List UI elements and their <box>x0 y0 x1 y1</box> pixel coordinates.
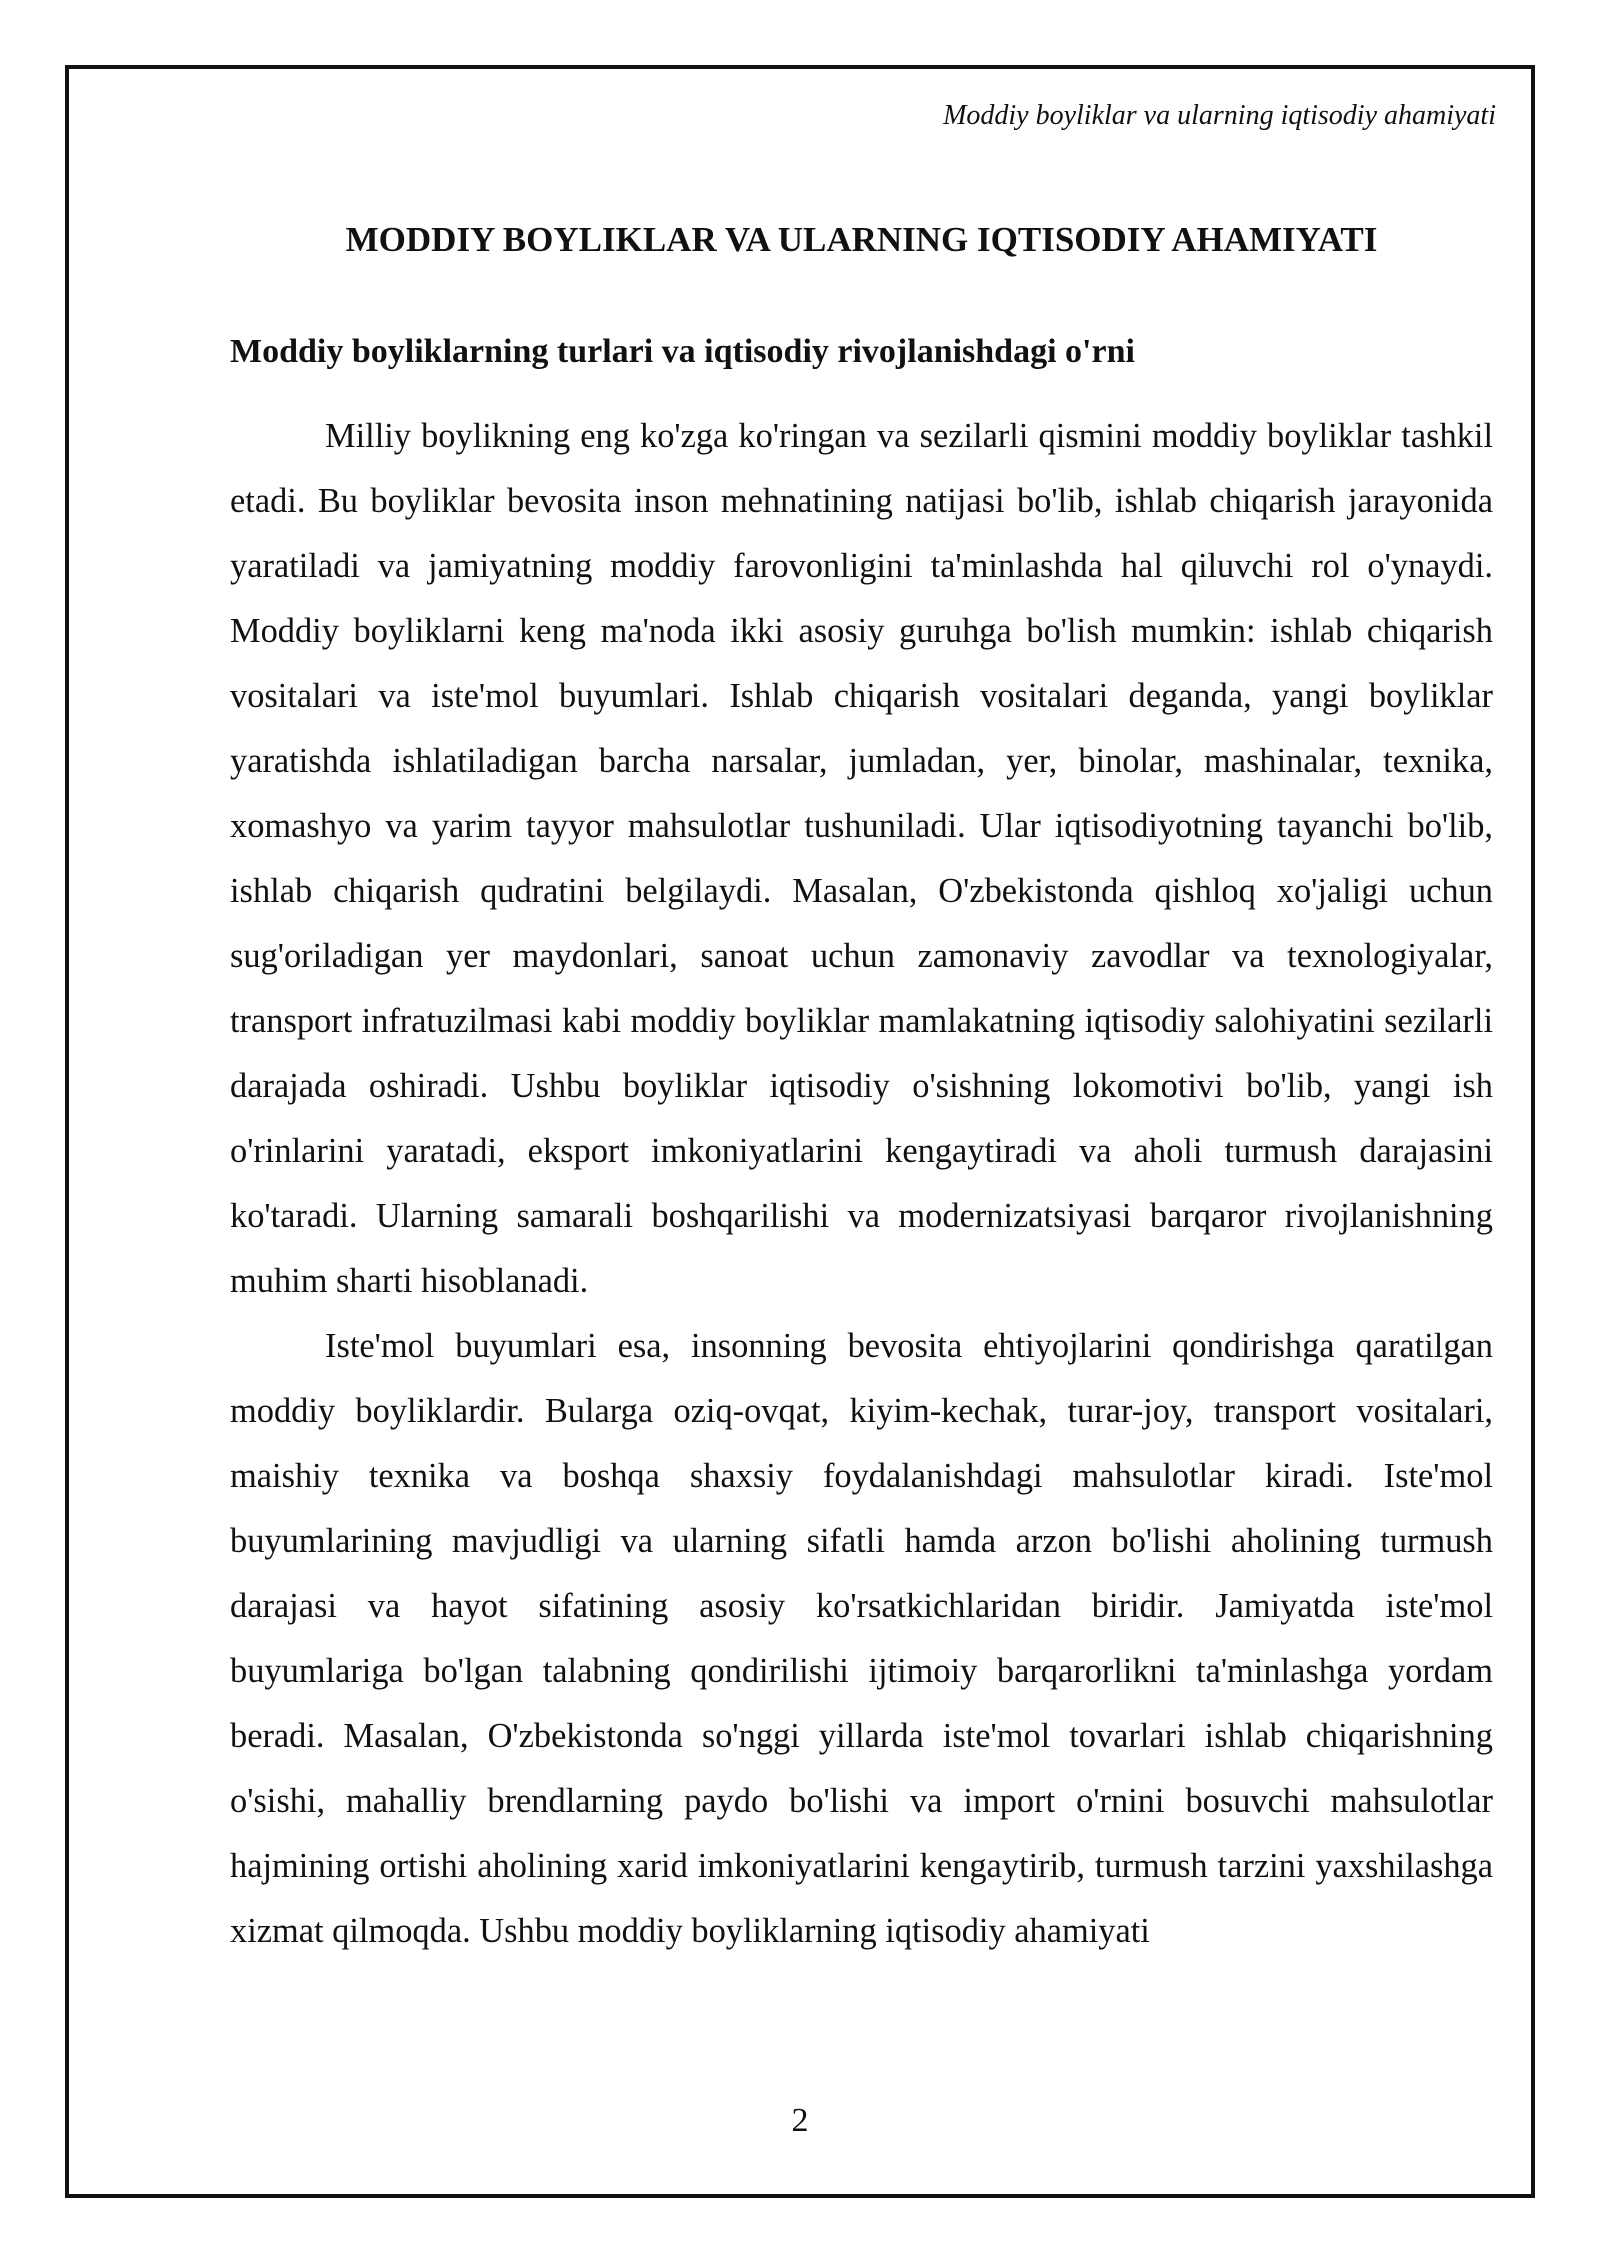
page-number: 2 <box>791 2102 809 2139</box>
paragraph-2: Iste'mol buyumlari esa, insonning bevosita ehtiyojlarini qondirishga qaratilgan moddiy boyliklardir. Bularga oziq-ovqat, kiyim-kechak, turar-joy, transport vositalari, maishiy texnika va boshqa shaxsiy foydalanishdagi mahsulotlar kiradi. Iste'mol buyumlarining mavjudligi va ularning sifatli hamda arzon bo'lishi aholining turmush darajasi va hayot sifatining asosiy ko'rsatkichlaridan biridir. Jamiyatda iste'mol buyumlariga bo'lgan talabning qondirilishi ijtimoiy barqarorlikni ta'minlashga yordam beradi. Masalan, O'zbekistonda so'nggi yillarda iste'mol tovarlari ishlab chiqarishning o'sishi, mahalliy brendlarning paydo bo'lishi va import o'rnini bosuvchi mahsulotlar hajmining ortishi aholining xarid imkoniyatlarini kengaytirib, turmush tarzini yaxshilashga xizmat qilmoqda. Ushbu moddiy boyliklarning iqtisodiy ahamiyati <box>230 1327 1493 1950</box>
document-title: MODDIY BOYLIKLAR VA ULARNING IQTISODIY AHAMIYATI <box>345 220 1378 259</box>
section-heading: Moddiy boyliklarning turlari va iqtisodiy rivojlanishdagi o'rni <box>230 333 1135 370</box>
paragraph-1: Milliy boylikning eng ko'zga ko'ringan va sezilarli qismini moddiy boyliklar tashkil etadi. Bu boyliklar bevosita inson mehnatining natijasi bo'lib, ishlab chiqarish jarayonida yaratiladi va jamiyatning moddiy farovonligini ta'minlashda hal qiluvchi rol o'ynaydi. Moddiy boyliklarni keng ma'noda ikki asosiy guruhga bo'lish mumkin: ishlab chiqarish vositalari va iste'mol buyumlari. Ishlab chiqarish vositalari deganda, yangi boyliklar yaratishda ishlatiladigan barcha narsalar, jumladan, yer, binolar, mashinalar, texnika, xomashyo va yarim tayyor mahsulotlar tushuniladi. Ular iqtisodiyotning tayanchi bo'lib, ishlab chiqarish qudratini belgilaydi. Masalan, O'zbekistonda qishloq xo'jaligi uchun sug'oriladigan yer maydonlari, sanoat uchun zamonaviy zavodlar va texnologiyalar, transport infratuzilmasi kabi moddiy boyliklar mamlakatning iqtisodiy salohiyatini sezilarli darajada oshiradi. Ushbu boyliklar iqtisodiy o'sishning lokomotivi bo'lib, yangi ish o'rinlarini yaratadi, eksport imkoniyatlarini kengaytiradi va aholi turmush darajasini ko'taradi. Ularning samarali boshqarilishi va modernizatsiyasi barqaror rivojlanishning muhim sharti hisoblanadi. <box>230 417 1493 1300</box>
running-header: Moddiy boyliklar va ularning iqtisodiy ahamiyati <box>943 100 1496 131</box>
body-text <box>230 404 1493 2089</box>
